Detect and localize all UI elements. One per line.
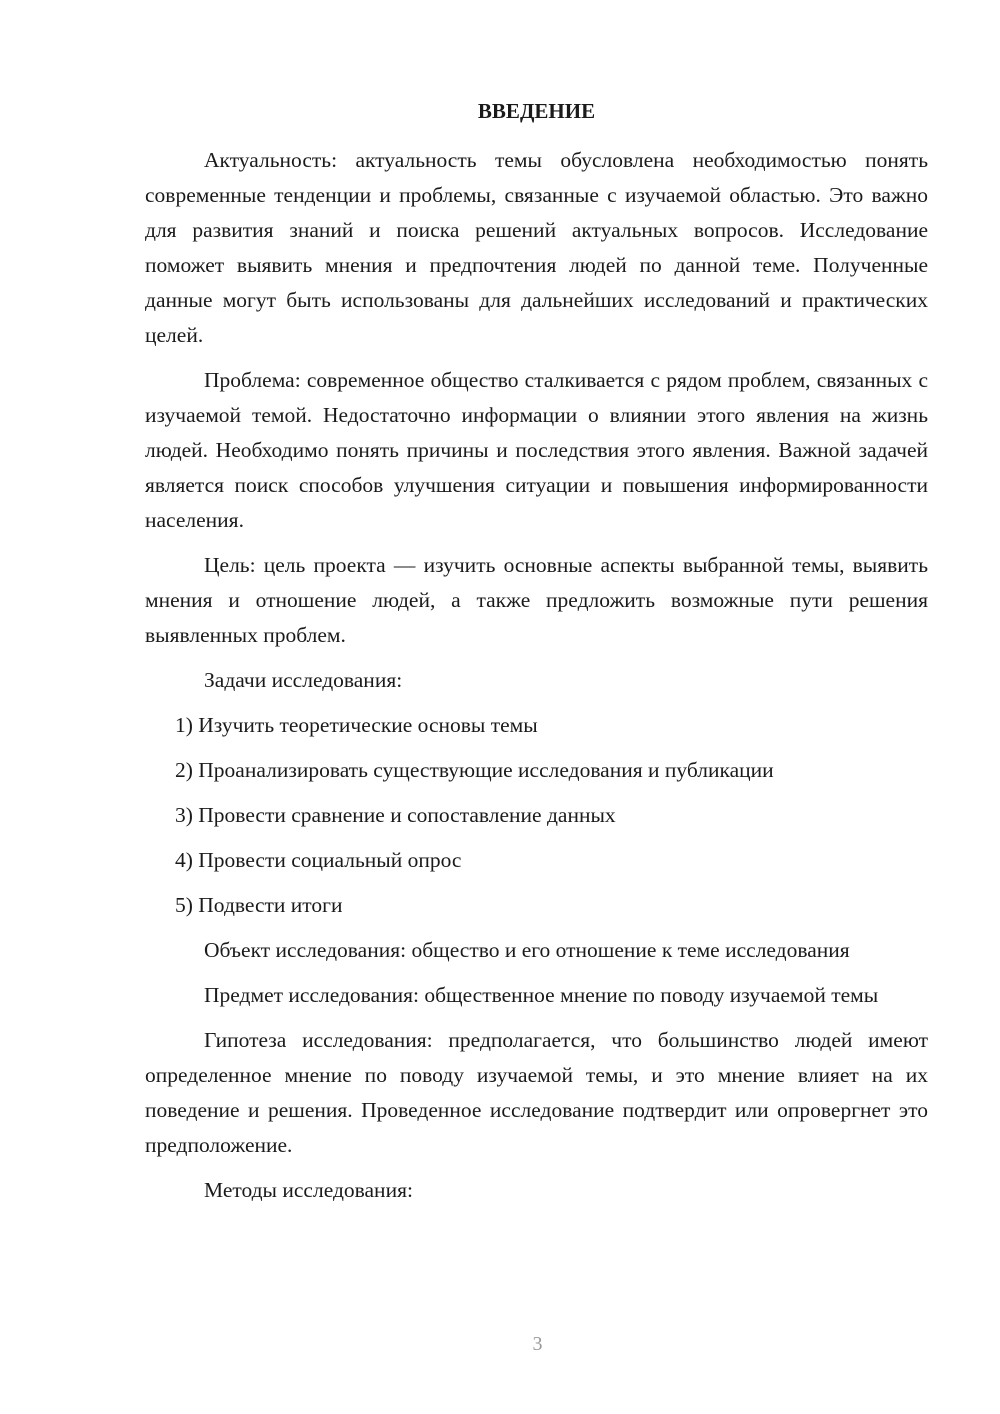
list-item: 1) Изучить теоретические основы темы [175,713,538,737]
list-item: 5) Подвести итоги [175,893,343,917]
page-number: 3 [532,1333,543,1355]
paragraph-hypothesis: Гипотеза исследования: предполагается, что большинство людей имеют определенное мнение по поводу изучаемой темы, и это мнение влияет на их поведение и решения. Проведенное исследование подтвердит или опровергнет это предположение. [145,1028,928,1157]
paragraph-relevance: Актуальность: актуальность темы обусловлена необходимостью понять современные тенденции и проблемы, связанные с изучаемой областью. Это важно для развития знаний и поиска решений актуальных вопросов. Исследование поможет выявить мнения и предпочтения людей по данной теме. Полученные данные могут быть использованы для дальнейших исследований и практических целей. [145,148,928,347]
document-body [145,143,928,1208]
tasks-list [145,708,928,923]
list-item: 3) Провести сравнение и сопоставление данных [175,803,616,827]
paragraph-subject: Предмет исследования: общественное мнение по поводу изучаемой темы [204,983,879,1007]
paragraph-problem: Проблема: современное общество сталкивается с рядом проблем, связанных с изучаемой темой. Недостаточно информации о влиянии этого явления на жизнь людей. Необходимо понять причины и последствия этого явления. Важной задачей является поиск способов улучшения ситуации и повышения информированности населения. [145,368,928,532]
paragraph-object: Объект исследования: общество и его отношение к теме исследования [204,938,850,962]
list-item: 4) Провести социальный опрос [175,848,462,872]
page-title: ВВЕДЕНИЕ [477,99,596,123]
tasks-heading: Задачи исследования: [204,668,403,692]
methods-heading: Методы исследования: [204,1178,413,1202]
list-item: 2) Проанализировать существующие исследования и публикации [175,758,774,782]
paragraph-goal: Цель: цель проекта — изучить основные аспекты выбранной темы, выявить мнения и отношение людей, а также предложить возможные пути решения выявленных проблем. [145,553,928,647]
